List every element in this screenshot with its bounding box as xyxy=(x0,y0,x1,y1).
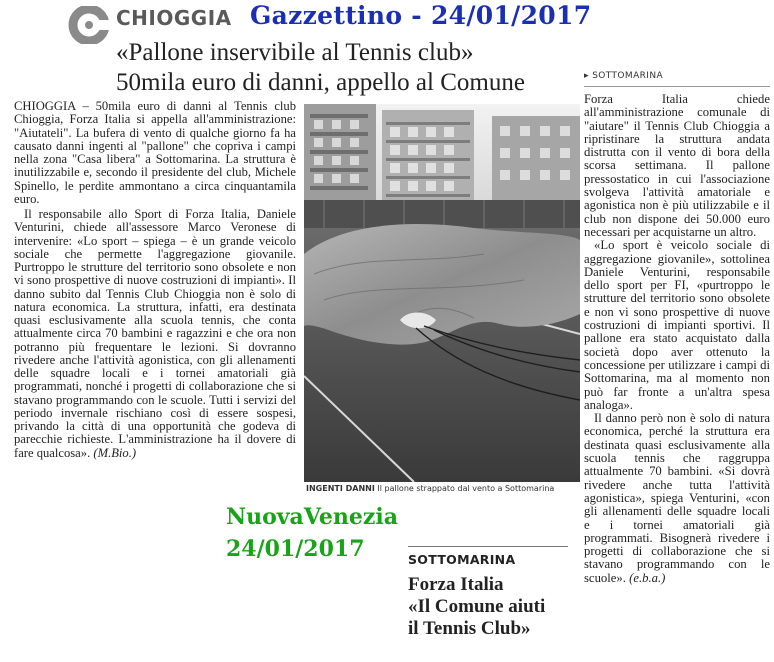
photo-caption-label: INGENTI DANNI xyxy=(306,484,375,493)
box-title xyxy=(408,574,588,640)
box-title-line: il Tennis Club» xyxy=(408,618,531,639)
box-title-line: Forza Italia xyxy=(408,574,504,595)
right-article-signature: (e.b.a.) xyxy=(629,570,666,585)
arrow-right-icon: ▸ xyxy=(584,71,589,81)
box-title-line: «Il Comune aiuti xyxy=(408,596,546,617)
newspaper-section-name: CHIOGGIA xyxy=(116,6,232,30)
headline: «Pallone inservibile al Tennis club» xyxy=(116,39,474,66)
source-stamp-name: NuovaVenezia xyxy=(226,504,398,530)
right-column-divider xyxy=(584,86,770,87)
left-article-signature: (M.Bio.) xyxy=(93,445,137,460)
right-article-paragraph: «Lo sport è veicolo sociale di aggregazione giovanile», sottolinea Daniele Venturini, responsabile dello sport per FI, «purtroppo le strutture del territorio sono obsolete e non vi sono prospettive di nuove costruzioni di impianti sportivi. Il pallone era stato acquistato dalla società dopo aver ottenuto la concessione per utilizzare i campi di Sottomarina, ma al momento non può far fronte a un'altra spesa analoga». xyxy=(584,238,770,412)
newspaper-logo-icon xyxy=(68,6,110,44)
subheadline: 50mila euro di danni, appello al Comune xyxy=(116,69,525,96)
box-divider xyxy=(408,546,568,547)
photo-caption xyxy=(306,484,596,493)
left-article-paragraph: CHIOGGIA – 50mila euro di danni al Tennis club Chioggia, Forza Italia si appella all'amministrazione: "Aiutateli". La bufera di vento di qualche giorno fa ha causato danni ingenti al "pallone" che copriva i campi nella zona "Casa libera" a Sottomarina. La struttura è inutilizzabile e, secondo il presidente del club, Michele Spinello, le perdite ammontano a circa cinquantamila euro. xyxy=(14,100,296,206)
right-column-kicker: ▸ SOTTOMARINA xyxy=(584,71,664,81)
tennis-court-photo xyxy=(304,104,580,482)
source-stamp-date: 24/01/2017 xyxy=(226,536,365,562)
photo-caption-text: Il pallone strappato dal vento a Sottomarina xyxy=(377,484,555,493)
left-article-body xyxy=(14,100,296,610)
right-article-paragraph: Il danno però non è solo di natura economica, perché la struttura era destinata quasi esclusivamente alla scuola tennis che raggruppa attualmente 70 bambini. «Si dovrà rivedere anche tutta l'attività agonistica», spiega Venturini, «con gli allenamenti delle squadre locali e i tornei amatoriali già programmati. Bisognerà rivedere i progetti di collaborazione che si stavano programmando con le scuole». (e.b.a.) xyxy=(584,411,770,585)
left-article-paragraph: Il responsabile allo Sport di Forza Italia, Daniele Venturini, chiede all'assessore Marco Veronese di intervenire: «Lo sport – spiega – è un grande veicolo sociale che permette l'aggregazione giovanile. Purtroppo le strutture del territorio sono obsolete e non vi sono prospettive di nuove costruzioni di impianti». Il danno subito dal Tennis Club Chioggia non è solo di natura economica. La struttura, infatti, era destinata quasi esclusivamente alla scuola tennis, che conta attualmente circa 70 bambini e ragazzini e che ora non potranno più frequentare le lezioni. Si dovranno rivedere anche l'attività agonistica, con gli allenamenti delle squadre locali e i tornei amatoriali già programmati, nonché i progetti di collaborazione che si stavano programmando con le scuole. Tutti i servizi del periodo invernale rischiano così di essere sospesi, privando la città di una opportunità che godeva di parecchie richieste. L'amministrazione ha il dovere di fare qualcosa». (M.Bio.) xyxy=(14,207,296,460)
box-kicker: SOTTOMARINA xyxy=(408,552,516,567)
right-article-paragraph: Forza Italia chiede all'amministrazione comunale di "aiutare" il Tennis Club Chioggia a ripristinare la struttura andata distrutta con il vento di bora della scorsa settimana. Il pallone pressostatico in cui l'associazione svolgeva l'attività amatoriale e agonistica non è più utilizzabile e il club non dispone dei 50.000 euro necessari per acquistarne un altro. xyxy=(584,93,770,239)
right-article-body xyxy=(584,93,770,658)
source-date-tag: Gazzettino - 24/01/2017 xyxy=(250,1,592,30)
